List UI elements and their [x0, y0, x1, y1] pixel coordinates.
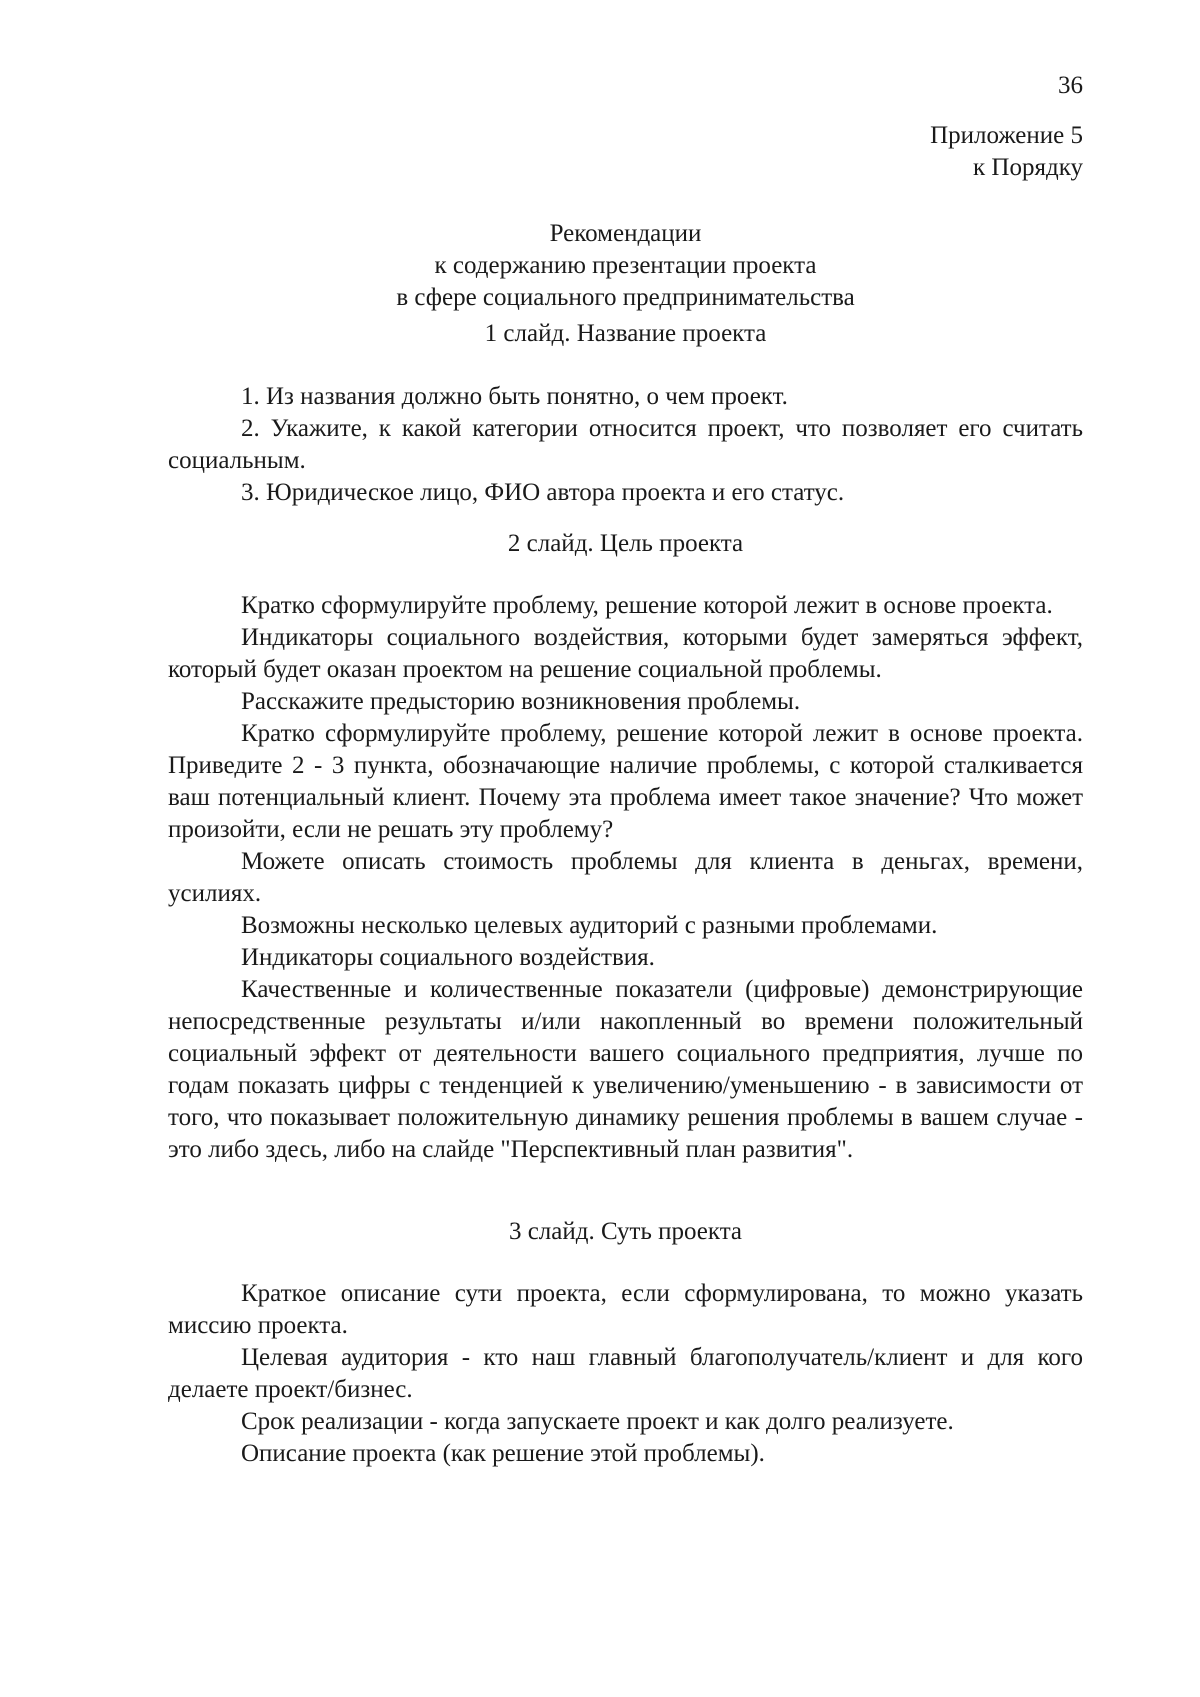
- section-heading-1: 1 слайд. Название проекта: [484, 320, 767, 347]
- paragraph: Кратко сформулируйте проблему, решение которой лежит в основе проекта.: [241, 592, 1053, 619]
- paragraph: Индикаторы социального воздействия, которыми будет замеряться эффект, который будет оказан проектом на решение социальной проблемы.: [168, 624, 1083, 683]
- appendix-line-2: к Порядку: [973, 154, 1083, 181]
- paragraph: Кратко сформулируйте проблему, решение которой лежит в основе проекта. Приведите 2 - 3 пункта, обозначающие наличие проблемы, с которой сталкивается ваш потенциальный клиент. Почему эта проблема имеет такое значение? Что может произойти, если не решать эту проблему?: [168, 720, 1083, 843]
- title-line-3: в сфере социального предпринимательства: [396, 284, 855, 311]
- appendix-reference: [930, 120, 1083, 184]
- paragraph: Возможны несколько целевых аудиторий с разными проблемами.: [241, 912, 938, 939]
- page-number: 36: [1058, 72, 1083, 99]
- paragraph: Краткое описание сути проекта, если сформулирована, то можно указать миссию проекта.: [168, 1280, 1083, 1339]
- paragraph: Срок реализации - когда запускаете проект и как долго реализуете.: [241, 1408, 954, 1435]
- paragraph: 1. Из названия должно быть понятно, о чем проект.: [241, 383, 788, 410]
- appendix-line-1: Приложение 5: [930, 122, 1083, 149]
- paragraph: 2. Укажите, к какой категории относится проект, что позволяет его считать социальным.: [168, 415, 1083, 474]
- section-heading-3: 3 слайд. Суть проекта: [508, 1218, 743, 1245]
- paragraph: 3. Юридическое лицо, ФИО автора проекта и его статус.: [241, 479, 845, 506]
- paragraph: Описание проекта (как решение этой проблемы).: [241, 1440, 765, 1467]
- paragraph: Целевая аудитория - кто наш главный благополучатель/клиент и для кого делаете проект/бизнес.: [168, 1344, 1083, 1403]
- document-title: [168, 218, 1083, 314]
- paragraph: Расскажите предысторию возникновения проблемы.: [241, 688, 801, 715]
- title-line-2: к содержанию презентации проекта: [434, 252, 817, 279]
- section-body-3: [168, 1278, 1083, 1470]
- paragraph: Индикаторы социального воздействия.: [241, 944, 655, 971]
- title-line-1: Рекомендации: [549, 220, 702, 247]
- section-body-2: [168, 590, 1083, 1166]
- paragraph: Качественные и количественные показатели (цифровые) демонстрирующие непосредственные результаты и/или накопленный во времени положительный социальный эффект от деятельности вашего социального предприятия, лучше по годам показать цифры с тенденцией к увеличению/уменьшению - в зависимости от того, что показывает положительную динамику решения проблемы в вашем случае - это либо здесь, либо на слайде "Перспективный план развития".: [168, 976, 1083, 1163]
- paragraph: Можете описать стоимость проблемы для клиента в деньгах, времени, усилиях.: [168, 848, 1083, 907]
- section-heading-2: 2 слайд. Цель проекта: [507, 530, 744, 557]
- section-body-1: [168, 381, 1083, 509]
